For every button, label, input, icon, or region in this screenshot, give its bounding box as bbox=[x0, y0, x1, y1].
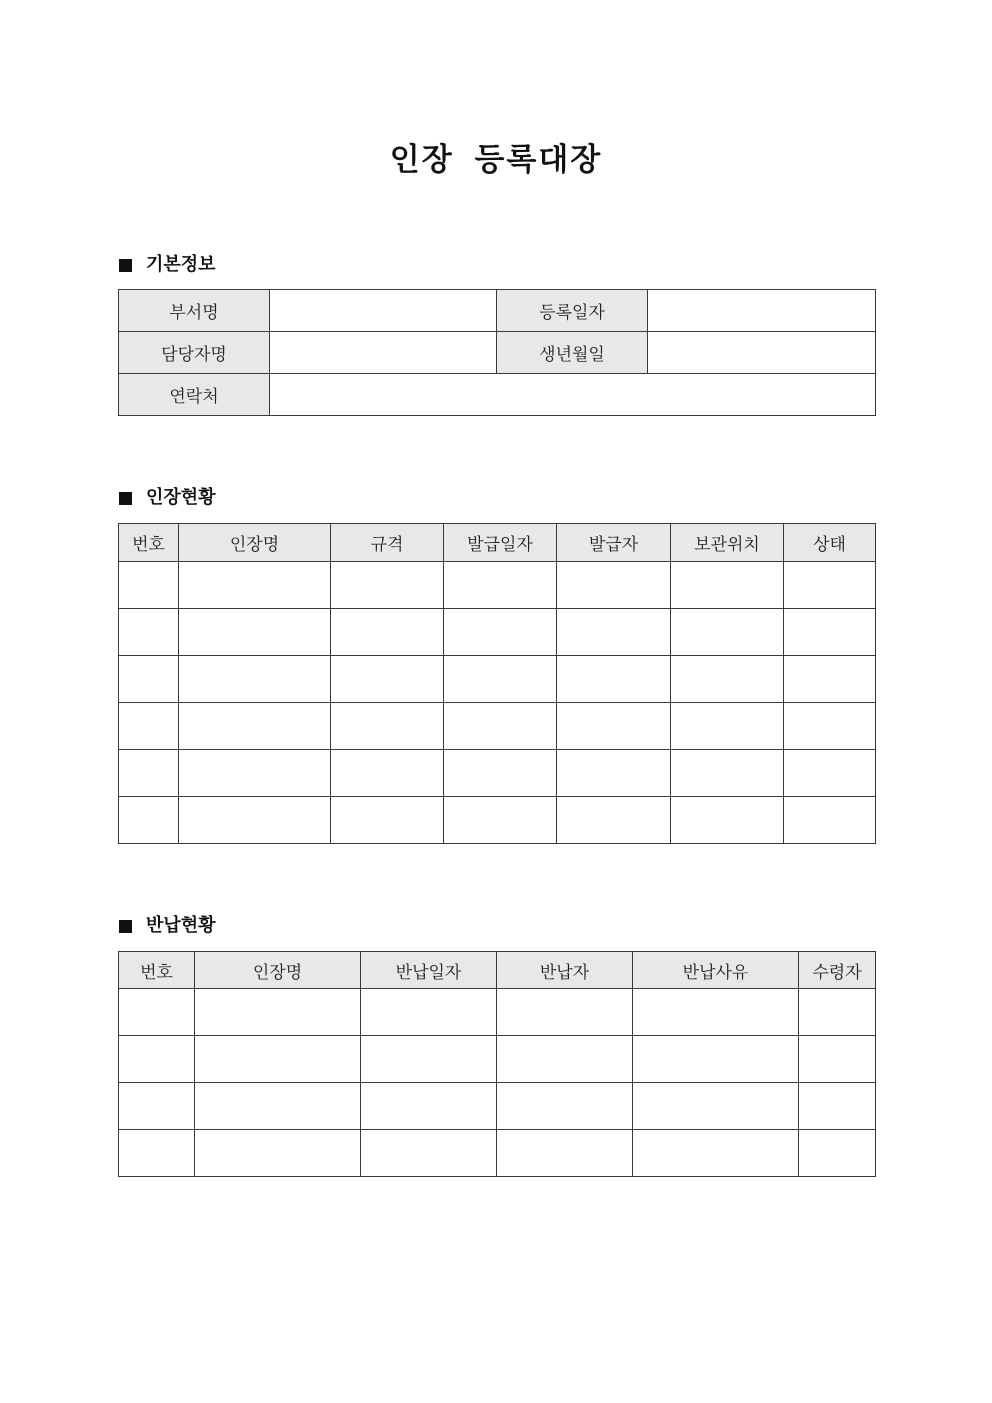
table-cell[interactable] bbox=[179, 703, 331, 750]
table-cell[interactable] bbox=[179, 797, 331, 844]
column-header-return-date: 반납일자 bbox=[361, 952, 497, 989]
table-cell[interactable] bbox=[784, 703, 876, 750]
table-cell[interactable] bbox=[179, 750, 331, 797]
seal-status-table bbox=[118, 523, 876, 844]
table-cell[interactable] bbox=[784, 750, 876, 797]
column-header-return-reason: 반납사유 bbox=[633, 952, 799, 989]
table-cell[interactable] bbox=[331, 656, 444, 703]
column-header-issuer: 발급자 bbox=[557, 524, 671, 562]
table-cell[interactable] bbox=[444, 562, 557, 609]
table-cell[interactable] bbox=[444, 703, 557, 750]
table-cell[interactable] bbox=[497, 1036, 633, 1083]
table-row bbox=[119, 562, 876, 609]
table-cell[interactable] bbox=[784, 797, 876, 844]
basic-info-heading bbox=[119, 253, 216, 277]
column-header-size: 규격 bbox=[331, 524, 444, 562]
square-bullet-icon bbox=[119, 920, 132, 933]
table-cell[interactable] bbox=[633, 1036, 799, 1083]
table-row bbox=[119, 750, 876, 797]
column-header-storage-location: 보관위치 bbox=[671, 524, 784, 562]
column-header-number: 번호 bbox=[119, 952, 195, 989]
return-status-heading bbox=[119, 914, 216, 938]
table-cell[interactable] bbox=[633, 989, 799, 1036]
basic-info-table bbox=[118, 289, 876, 416]
table-cell[interactable] bbox=[557, 797, 671, 844]
table-cell[interactable] bbox=[195, 1083, 361, 1130]
table-cell[interactable] bbox=[361, 1036, 497, 1083]
table-cell[interactable] bbox=[361, 1130, 497, 1177]
table-cell[interactable] bbox=[119, 609, 179, 656]
column-header-returner: 반납자 bbox=[497, 952, 633, 989]
column-header-recipient: 수령자 bbox=[799, 952, 876, 989]
table-cell[interactable] bbox=[331, 609, 444, 656]
table-cell[interactable] bbox=[331, 750, 444, 797]
document-title: 인장 등록대장 bbox=[389, 142, 603, 178]
table-row bbox=[119, 290, 876, 332]
table-cell[interactable] bbox=[361, 1083, 497, 1130]
column-header-seal-name: 인장명 bbox=[179, 524, 331, 562]
table-cell[interactable] bbox=[671, 703, 784, 750]
table-cell[interactable] bbox=[331, 797, 444, 844]
table-cell[interactable] bbox=[633, 1130, 799, 1177]
manager-field[interactable] bbox=[270, 332, 497, 374]
table-cell[interactable] bbox=[784, 562, 876, 609]
table-cell[interactable] bbox=[119, 703, 179, 750]
table-cell[interactable] bbox=[331, 703, 444, 750]
table-cell[interactable] bbox=[557, 562, 671, 609]
seal-status-heading-label: 인장현황 bbox=[146, 487, 216, 508]
table-cell[interactable] bbox=[557, 703, 671, 750]
table-row bbox=[119, 1083, 876, 1130]
column-header-number: 번호 bbox=[119, 524, 179, 562]
table-row bbox=[119, 332, 876, 374]
table-cell[interactable] bbox=[119, 989, 195, 1036]
table-cell[interactable] bbox=[444, 797, 557, 844]
department-field[interactable] bbox=[270, 290, 497, 332]
return-table-header-row bbox=[119, 952, 876, 989]
return-status-table bbox=[118, 951, 876, 1177]
basic-info-heading-label: 기본정보 bbox=[146, 254, 216, 275]
table-cell[interactable] bbox=[119, 750, 179, 797]
table-row bbox=[119, 609, 876, 656]
table-cell[interactable] bbox=[179, 656, 331, 703]
table-row bbox=[119, 1036, 876, 1083]
seal-table-header-row bbox=[119, 524, 876, 562]
table-cell[interactable] bbox=[799, 1036, 876, 1083]
table-cell[interactable] bbox=[179, 609, 331, 656]
table-row bbox=[119, 703, 876, 750]
registration-date-field[interactable] bbox=[648, 290, 876, 332]
table-cell[interactable] bbox=[784, 609, 876, 656]
table-cell[interactable] bbox=[195, 989, 361, 1036]
birth-date-label: 생년월일 bbox=[497, 332, 648, 374]
table-row bbox=[119, 374, 876, 416]
table-cell[interactable] bbox=[557, 609, 671, 656]
table-cell[interactable] bbox=[497, 989, 633, 1036]
table-row bbox=[119, 989, 876, 1036]
table-cell[interactable] bbox=[671, 609, 784, 656]
table-cell[interactable] bbox=[119, 656, 179, 703]
table-cell[interactable] bbox=[557, 750, 671, 797]
table-row bbox=[119, 656, 876, 703]
contact-field[interactable] bbox=[270, 374, 876, 416]
table-cell[interactable] bbox=[671, 562, 784, 609]
birth-date-field[interactable] bbox=[648, 332, 876, 374]
table-cell[interactable] bbox=[119, 797, 179, 844]
table-cell[interactable] bbox=[195, 1130, 361, 1177]
manager-label: 담당자명 bbox=[119, 332, 270, 374]
table-cell[interactable] bbox=[799, 989, 876, 1036]
return-status-heading-label: 반납현황 bbox=[146, 915, 216, 936]
table-row bbox=[119, 797, 876, 844]
table-cell[interactable] bbox=[497, 1083, 633, 1130]
table-cell[interactable] bbox=[361, 989, 497, 1036]
table-cell[interactable] bbox=[784, 656, 876, 703]
square-bullet-icon bbox=[119, 259, 132, 272]
contact-label: 연락처 bbox=[119, 374, 270, 416]
table-cell[interactable] bbox=[444, 609, 557, 656]
column-header-issue-date: 발급일자 bbox=[444, 524, 557, 562]
registration-date-label: 등록일자 bbox=[497, 290, 648, 332]
column-header-status: 상태 bbox=[784, 524, 876, 562]
table-cell[interactable] bbox=[444, 656, 557, 703]
table-cell[interactable] bbox=[557, 656, 671, 703]
table-cell[interactable] bbox=[671, 656, 784, 703]
square-bullet-icon bbox=[119, 492, 132, 505]
table-cell[interactable] bbox=[497, 1130, 633, 1177]
table-cell[interactable] bbox=[799, 1083, 876, 1130]
table-cell[interactable] bbox=[444, 750, 557, 797]
seal-status-heading bbox=[119, 486, 216, 510]
table-cell[interactable] bbox=[179, 562, 331, 609]
table-cell[interactable] bbox=[331, 562, 444, 609]
department-label: 부서명 bbox=[119, 290, 270, 332]
table-cell[interactable] bbox=[119, 1036, 195, 1083]
table-cell[interactable] bbox=[633, 1083, 799, 1130]
table-cell[interactable] bbox=[799, 1130, 876, 1177]
column-header-seal-name: 인장명 bbox=[195, 952, 361, 989]
table-cell[interactable] bbox=[671, 797, 784, 844]
table-cell[interactable] bbox=[671, 750, 784, 797]
table-row bbox=[119, 1130, 876, 1177]
table-cell[interactable] bbox=[119, 1083, 195, 1130]
table-cell[interactable] bbox=[195, 1036, 361, 1083]
table-cell[interactable] bbox=[119, 562, 179, 609]
table-cell[interactable] bbox=[119, 1130, 195, 1177]
